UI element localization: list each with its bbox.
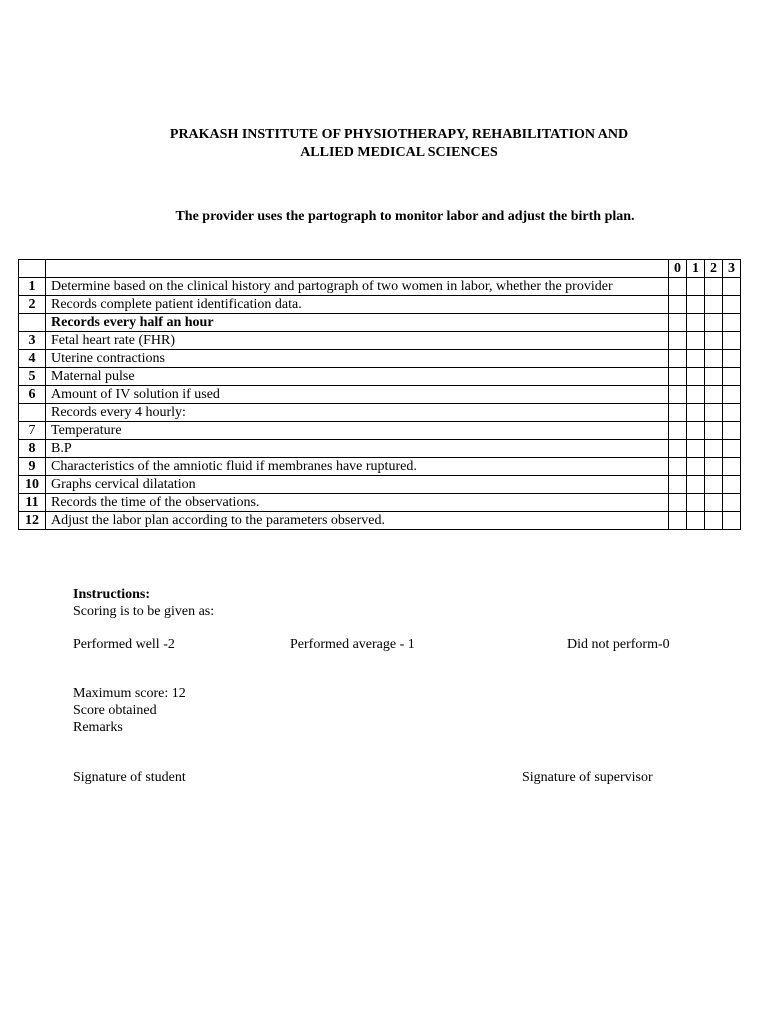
score-cell-1[interactable]: [687, 422, 705, 440]
section-heading-half-hour: Records every half an hour: [46, 314, 669, 332]
remarks-label: Remarks: [73, 720, 123, 735]
score-cell-0[interactable]: [669, 278, 687, 296]
score-cell-2[interactable]: [705, 368, 723, 386]
row-description: Adjust the labor plan according to the parameters observed.: [46, 512, 669, 530]
score-header-1: 1: [687, 260, 705, 278]
score-cell-2[interactable]: [705, 476, 723, 494]
row-description: Characteristics of the amniotic fluid if membranes have ruptured.: [46, 458, 669, 476]
score-cell-0[interactable]: [669, 494, 687, 512]
score-cell-1[interactable]: [687, 350, 705, 368]
row-number: 11: [19, 494, 46, 512]
row-number: 2: [19, 296, 46, 314]
score-cell-3[interactable]: [723, 350, 741, 368]
procedure-statement: The provider uses the partograph to monitor labor and adjust the birth plan.: [175, 209, 635, 224]
checklist-table: [18, 259, 741, 530]
table-row: [19, 296, 741, 314]
score-cell-2[interactable]: [705, 296, 723, 314]
score-cell-3[interactable]: [723, 440, 741, 458]
score-cell-1[interactable]: [687, 476, 705, 494]
instructions-heading: Instructions:: [73, 587, 151, 602]
row-description: Records complete patient identification data.: [46, 296, 669, 314]
score-cell-3[interactable]: [723, 278, 741, 296]
row-description: Records the time of the observations.: [46, 494, 669, 512]
instructions-intro: Scoring is to be given as:: [73, 604, 215, 619]
score-cell-3[interactable]: [723, 332, 741, 350]
score-cell-0[interactable]: [669, 350, 687, 368]
score-cell-3[interactable]: [723, 386, 741, 404]
row-description: Graphs cervical dilatation: [46, 476, 669, 494]
num-header-cell: [19, 260, 46, 278]
scale-did-not-perform: Did not perform-0: [567, 637, 670, 652]
table-row: [19, 440, 741, 458]
row-number: 10: [19, 476, 46, 494]
score-cell-2[interactable]: [705, 440, 723, 458]
institute-title-line1: PRAKASH INSTITUTE OF PHYSIOTHERAPY, REHABILITATION AND: [169, 127, 629, 142]
row-description: Temperature: [46, 422, 669, 440]
score-cell-0[interactable]: [669, 458, 687, 476]
score-cell-0[interactable]: [669, 422, 687, 440]
score-cell-0[interactable]: [669, 368, 687, 386]
score-cell-2[interactable]: [705, 386, 723, 404]
table-section-row: [19, 404, 741, 422]
score-cell-0[interactable]: [669, 476, 687, 494]
score-cell-1[interactable]: [687, 494, 705, 512]
score-cell-2[interactable]: [705, 458, 723, 476]
score-cell-1[interactable]: [687, 278, 705, 296]
score-cell-2: [705, 314, 723, 332]
score-cell-0[interactable]: [669, 296, 687, 314]
score-cell-2: [705, 404, 723, 422]
score-cell-0[interactable]: [669, 386, 687, 404]
score-summary: [73, 685, 186, 736]
row-number: 4: [19, 350, 46, 368]
institute-title: [0, 126, 768, 162]
score-cell-1: [687, 314, 705, 332]
row-number: 12: [19, 512, 46, 530]
row-description: Determine based on the clinical history and partograph of two women in labor, whether the provider: [46, 278, 669, 296]
table-row: [19, 368, 741, 386]
row-number: [19, 404, 46, 422]
score-cell-0[interactable]: [669, 512, 687, 530]
institute-title-line2: ALLIED MEDICAL SCIENCES: [300, 145, 498, 160]
score-cell-1[interactable]: [687, 512, 705, 530]
score-cell-3: [723, 314, 741, 332]
section-heading-4-hourly: Records every 4 hourly:: [46, 404, 669, 422]
table-header-row: [19, 260, 741, 278]
row-number: 1: [19, 278, 46, 296]
table-row: [19, 512, 741, 530]
score-cell-3[interactable]: [723, 458, 741, 476]
score-cell-2[interactable]: [705, 332, 723, 350]
score-cell-1[interactable]: [687, 458, 705, 476]
score-header-3: 3: [723, 260, 741, 278]
score-cell-3[interactable]: [723, 422, 741, 440]
score-cell-2[interactable]: [705, 278, 723, 296]
score-cell-1[interactable]: [687, 332, 705, 350]
score-cell-3[interactable]: [723, 512, 741, 530]
signature-supervisor: Signature of supervisor: [522, 770, 653, 785]
score-cell-1[interactable]: [687, 440, 705, 458]
score-cell-2[interactable]: [705, 422, 723, 440]
desc-header-cell: [46, 260, 669, 278]
scale-performed-well: Performed well -2: [73, 637, 175, 652]
score-obtained-label: Score obtained: [73, 703, 157, 718]
score-cell-0: [669, 314, 687, 332]
score-cell-3[interactable]: [723, 494, 741, 512]
table-row: [19, 476, 741, 494]
table-row: [19, 494, 741, 512]
score-cell-1[interactable]: [687, 386, 705, 404]
row-number: 7: [19, 422, 46, 440]
signature-student: Signature of student: [73, 770, 186, 785]
row-description: Amount of IV solution if used: [46, 386, 669, 404]
score-cell-2[interactable]: [705, 494, 723, 512]
table-row: [19, 278, 741, 296]
score-cell-1: [687, 404, 705, 422]
row-description: Uterine contractions: [46, 350, 669, 368]
row-number: 9: [19, 458, 46, 476]
row-number: [19, 314, 46, 332]
score-cell-3: [723, 404, 741, 422]
table-row: [19, 422, 741, 440]
score-header-2: 2: [705, 260, 723, 278]
row-number: 6: [19, 386, 46, 404]
max-score: Maximum score: 12: [73, 686, 186, 701]
table-row: [19, 350, 741, 368]
table-section-row: [19, 314, 741, 332]
instructions-section: [73, 586, 214, 620]
row-number: 5: [19, 368, 46, 386]
row-description: B.P: [46, 440, 669, 458]
table-row: [19, 458, 741, 476]
score-cell-1[interactable]: [687, 368, 705, 386]
score-cell-1[interactable]: [687, 296, 705, 314]
score-header-0: 0: [669, 260, 687, 278]
score-cell-0: [669, 404, 687, 422]
row-description: Maternal pulse: [46, 368, 669, 386]
score-cell-3[interactable]: [723, 296, 741, 314]
table-row: [19, 386, 741, 404]
score-cell-3[interactable]: [723, 476, 741, 494]
row-description: Fetal heart rate (FHR): [46, 332, 669, 350]
scale-performed-average: Performed average - 1: [290, 637, 415, 652]
score-cell-2[interactable]: [705, 512, 723, 530]
score-cell-3[interactable]: [723, 368, 741, 386]
row-number: 3: [19, 332, 46, 350]
row-number: 8: [19, 440, 46, 458]
score-cell-2[interactable]: [705, 350, 723, 368]
score-cell-0[interactable]: [669, 440, 687, 458]
score-cell-0[interactable]: [669, 332, 687, 350]
table-row: [19, 332, 741, 350]
